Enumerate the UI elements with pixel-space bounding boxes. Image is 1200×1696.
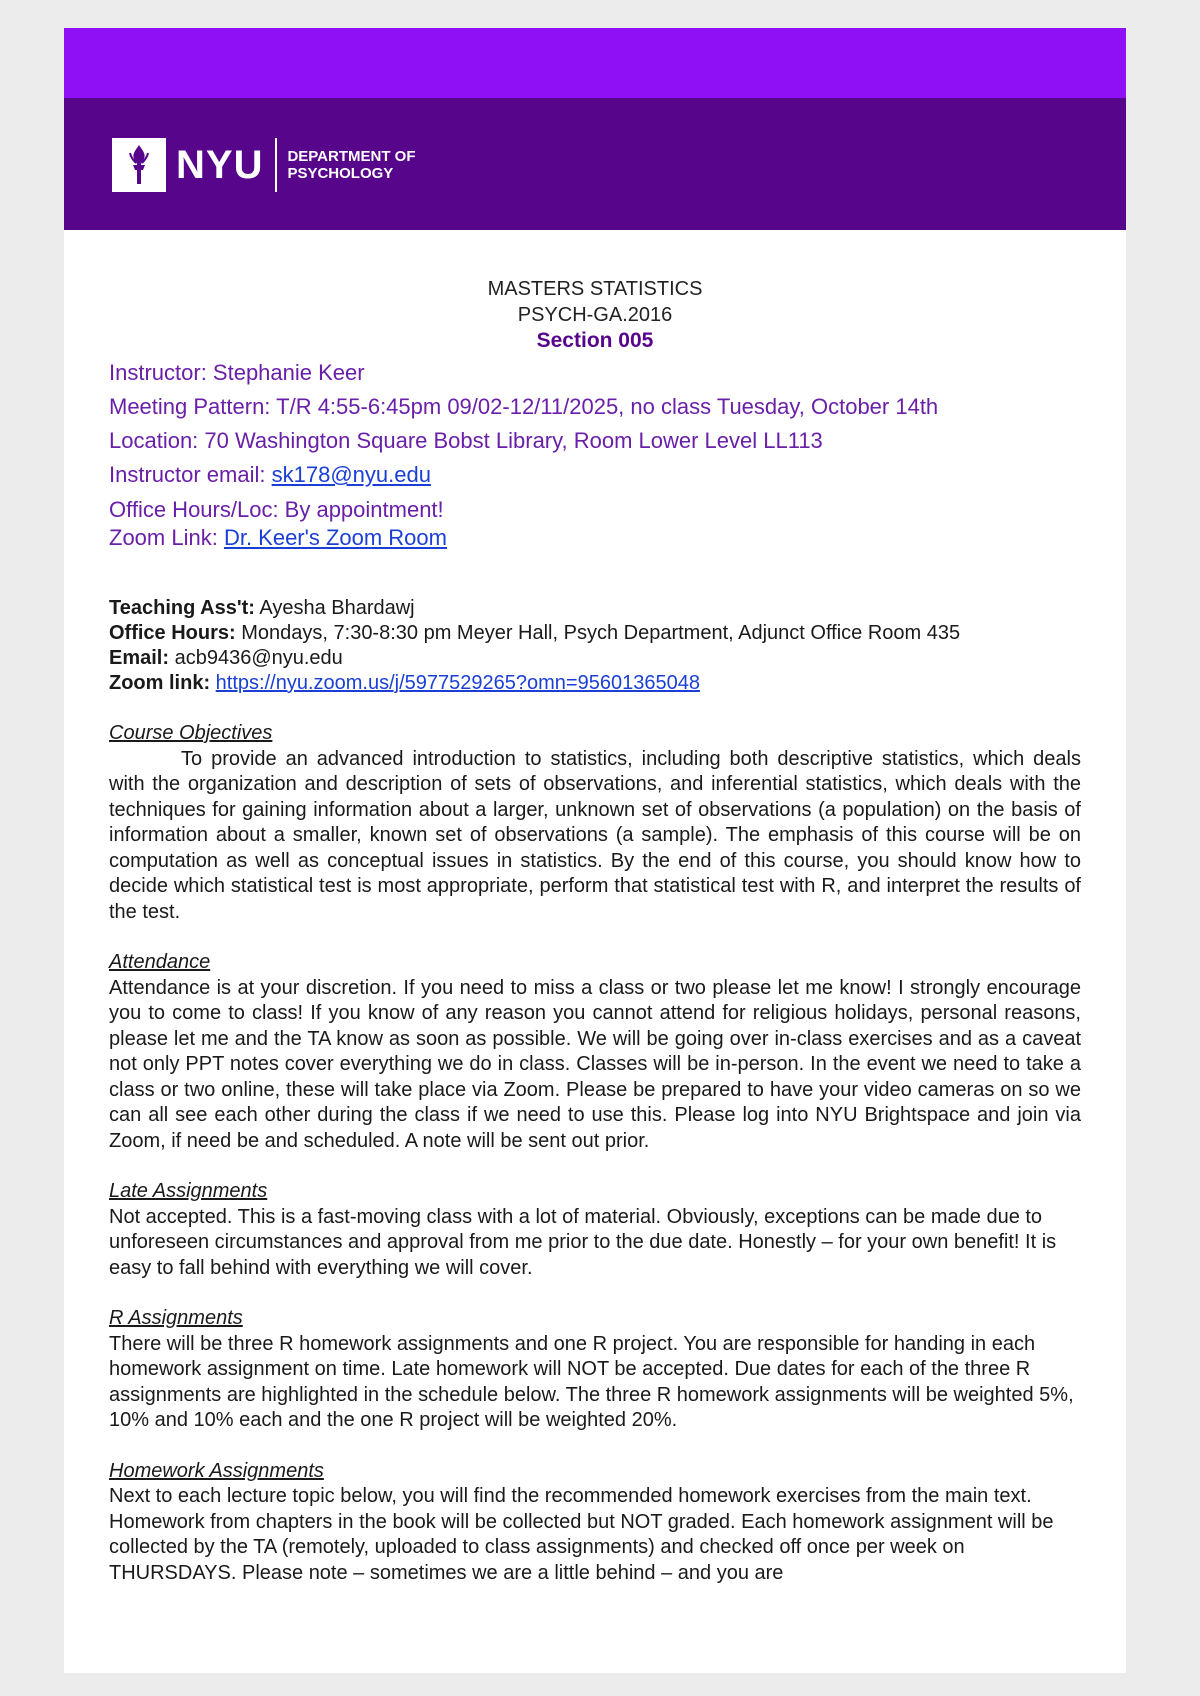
section-body: Attendance is at your discretion. If you need to miss a class or two please let me know! I strongly encourage you to come to class! If you know of any reason you cannot attend for religious holidays, personal reasons, please let me and the TA know as soon as possible. We will be going over in-class exercises and as a caveat not only PPT notes cover everything we do in class. Classes will be in-person. In the event we need to take a class or two online, these will take place via Zoom. Please be prepared to have your video cameras on so we can all see each other during the class if we need to use this. Please log into NYU Brightspace and join via Zoom, if need be and scheduled. A note will be sent out prior.	[109, 976, 1081, 1152]
instructor-name: Instructor: Stephanie Keer	[109, 360, 365, 385]
section-heading: Late Assignments	[109, 1180, 268, 1202]
ta-name: Ayesha Bhardawj	[254, 597, 415, 619]
section-r-assignments	[109, 1306, 1081, 1434]
class-location: Location: 70 Washington Square Bobst Library, Room Lower Level LL113	[109, 428, 823, 453]
dept-line-1: DEPARTMENT OF	[287, 148, 416, 165]
ta-office-row	[109, 621, 1081, 646]
section-body: Not accepted. This is a fast-moving class with a lot of material. Obviously, exceptions can be made due to unforeseen circumstances and approval from me prior to the due date. Honestly – for your own benefit! It is easy to fall behind with everything we will cover.	[109, 1205, 1057, 1279]
section-homework-assignments	[109, 1459, 1081, 1587]
ta-office-label: Office Hours:	[109, 622, 236, 644]
header-accent-band	[64, 28, 1126, 98]
ta-zoom-link[interactable]: https://nyu.zoom.us/j/5977529265?omn=95601365048	[215, 672, 700, 694]
section-body: To provide an advanced introduction to statistics, including both descriptive statistics, which deals with the organization and description of sets of observations, and inferential statistics, which deals with the techniques for gaining information about a larger, unknown set of observations (a population) on the basis of information about a smaller, known set of observations (a sample). The emphasis of this course will be on computation as well as conceptual issues in statistics. By the end of this course, you should know how to decide which statistical test is most appropriate, perform that statistical test with R, and interpret the results of the test.	[109, 747, 1081, 923]
office-hours: Office Hours/Loc: By appointment!	[109, 497, 444, 522]
section-body: There will be three R homework assignments and one R project. You are responsible for handing in each homework assignment on time. Late homework will NOT be accepted. Due dates for each of the three R assignments are highlighted in the schedule below. The three R homework assignments will be weighted 5%, 10% and 10% each and the one R project will be weighted 20%.	[109, 1332, 1074, 1431]
ta-info	[109, 596, 1081, 696]
course-title-block	[109, 276, 1081, 354]
logo-divider	[275, 138, 277, 192]
ta-office-hours: Mondays, 7:30-8:30 pm Meyer Hall, Psych Department, Adjunct Office Room 435	[235, 622, 961, 644]
ta-label: Teaching Ass't:	[109, 597, 255, 619]
zoom-room-link[interactable]: Dr. Keer's Zoom Room	[223, 525, 447, 550]
department-name	[287, 148, 415, 182]
zoom-link-label: Zoom Link:	[109, 525, 224, 550]
ta-email-row	[109, 646, 1081, 671]
ta-email: acb9436@nyu.edu	[169, 647, 343, 669]
zoom-link-row	[109, 524, 1081, 552]
section-body: Next to each lecture topic below, you will find the recommended homework exercises from the main text. Homework from chapters in the book will be collected but NOT graded. Each homework assignment will be collected by the TA (remotely, uploaded to class assignments) and checked off once per week on THURSDAYS. Please note – sometimes we are a little behind – and you are	[109, 1485, 1054, 1584]
ta-zoom-label: Zoom link:	[109, 672, 211, 694]
section-heading: Attendance	[109, 951, 211, 973]
nyu-torch-icon	[112, 138, 166, 192]
instructor-info	[109, 356, 1081, 552]
instructor-email-row	[109, 458, 1081, 492]
ta-name-row	[109, 596, 1081, 621]
course-code: PSYCH-GA.2016	[517, 304, 673, 326]
instructor-email-link[interactable]: sk178@nyu.edu	[271, 462, 431, 487]
nyu-psychology-logo	[112, 136, 416, 194]
section-heading: R Assignments	[109, 1307, 243, 1329]
section-heading: Course Objectives	[109, 722, 273, 744]
document-page	[64, 28, 1126, 1673]
course-title: MASTERS STATISTICS	[487, 278, 703, 300]
section-course-objectives	[109, 721, 1081, 925]
dept-line-2: PSYCHOLOGY	[287, 165, 394, 182]
ta-email-label: Email:	[109, 647, 170, 669]
ta-zoom-row	[109, 671, 1081, 696]
section-heading: Homework Assignments	[109, 1459, 324, 1482]
section-late-assignments	[109, 1179, 1081, 1281]
nyu-wordmark: NYU	[176, 142, 264, 187]
section-attendance	[109, 950, 1081, 1154]
course-section: Section 005	[536, 329, 654, 352]
instructor-email-label: Instructor email:	[109, 462, 272, 487]
syllabus-content	[109, 276, 1081, 1586]
meeting-pattern: Meeting Pattern: T/R 4:55-6:45pm 09/02-12/11/2025, no class Tuesday, October 14th	[109, 394, 939, 419]
